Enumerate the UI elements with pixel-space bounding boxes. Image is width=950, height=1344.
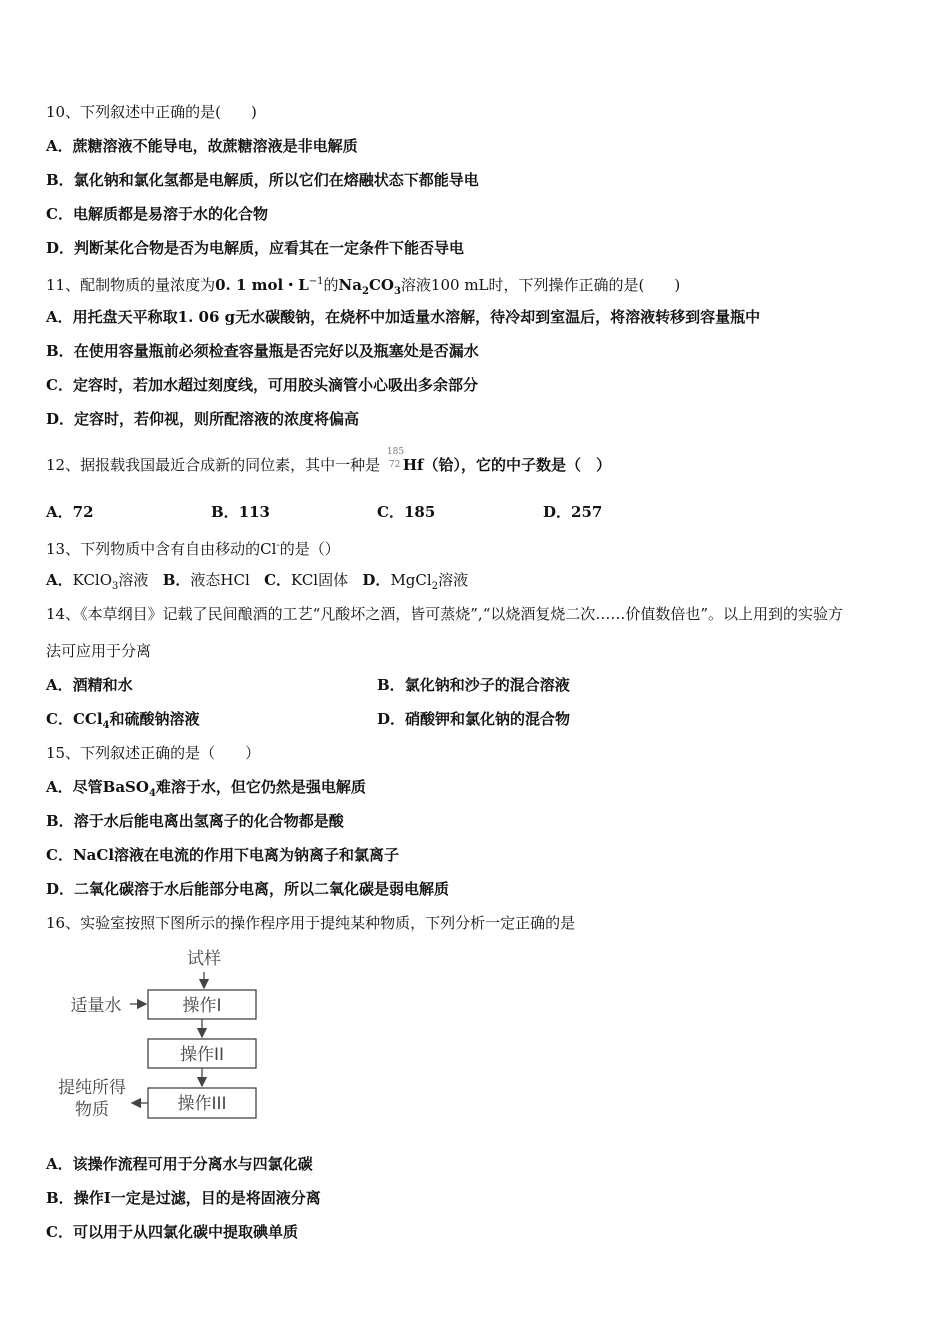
q11-option-b: B．在使用容量瓶前必须检查容量瓶是否完好以及瓶塞处是否漏水: [46, 342, 479, 360]
q16-option-a: A．该操作流程可用于分离水与四氯化碳: [46, 1155, 313, 1173]
flow-op2-label: 操作II: [179, 1045, 225, 1065]
q11-option-c: C．定容时，若加水超过刻度线，可用胶头滴管小心吸出多余部分: [46, 376, 478, 394]
q11-stem: 11、配制物质的量浓度为0. 1 mol・$L^{-1}$的$Na_2CO_3$溶液100 mL时，下列操作正确的是( ): [46, 276, 681, 297]
q14-option-b: B．氯化钠和沙子的混合溶液: [377, 676, 570, 694]
q15-option-d: D．二氧化碳溶于水后能部分电离，所以二氧化碳是弱电解质: [46, 880, 450, 898]
q10-stem: 10、下列叙述中正确的是( ): [46, 103, 257, 121]
q15-option-b: B．溶于水后能电离出氢离子的化合物都是酸: [46, 812, 344, 830]
q14-option-a: A．酒精和水: [46, 676, 133, 694]
q12-option-d: D．257: [543, 503, 603, 521]
q16-stem: 16、实验室按照下图所示的操作程序用于提纯某种物质，下列分析一定正确的是: [46, 914, 576, 932]
q13-options: A．KClO$_3$溶液 B．液态HCl C．KCl固体 D．MgCl$_2$溶液: [46, 571, 469, 592]
q14-option-c: C．CCl$_4$和硫酸钠溶液: [46, 710, 200, 731]
q15-option-a: A．尽管BaSO$_4$难溶于水，但它仍然是强电解质: [46, 778, 366, 799]
flow-op3-label: 操作III: [177, 1094, 227, 1114]
q12-stem: 12、据报载我国最近合成新的同位素，其中一种是 185 72 Hf（铪），它的中子数是（ ）: [46, 447, 612, 474]
flow-result-label-2: 物质: [75, 1100, 109, 1120]
q11-option-a: A．用托盘天平称取1. 06 g无水碳酸钠，在烧杯中加适量水溶解，待冷却到室温后，将溶液转移到容量瓶中: [46, 308, 761, 326]
q10-option-b: B．氯化钠和氯化氢都是电解质，所以它们在熔融状态下都能导电: [46, 171, 479, 189]
q14-stem-line1: 14、《本草纲目》记载了民间酿酒的工艺“凡酸坏之酒，皆可蒸烧”,“以烧酒复烧二次……价值数倍也”。以上用到的实验方: [46, 605, 844, 623]
q12-option-b: B．113: [211, 503, 270, 521]
q12-option-a: A．72: [46, 503, 94, 521]
flow-op1-label: 操作I: [182, 996, 222, 1016]
q15-stem: 15、下列叙述正确的是（ ）: [46, 744, 261, 762]
q16-option-c: C．可以用于从四氯化碳中提取碘单质: [46, 1223, 298, 1241]
q14-stem-line2: 法可应用于分离: [46, 642, 152, 660]
q12-option-c: C．185: [377, 503, 436, 521]
q16-option-b: B．操作I一定是过滤，目的是将固液分离: [46, 1189, 321, 1207]
isotope-notation: 185 72: [386, 447, 405, 470]
q10-option-c: C．电解质都是易溶于水的化合物: [46, 205, 268, 223]
q16-flowchart: [46, 940, 286, 1130]
flow-sample-label: 试样: [187, 949, 221, 969]
flow-water-label: 适量水: [70, 996, 122, 1016]
q10-option-a: A．蔗糖溶液不能导电，故蔗糖溶液是非电解质: [46, 137, 358, 155]
q13-stem: 13、下列物质中含有自由移动的Cl-的是（）: [46, 540, 340, 558]
flow-result-label-1: 提纯所得: [58, 1078, 126, 1098]
q14-option-d: D．硝酸钾和氯化钠的混合物: [377, 710, 571, 728]
q10-option-d: D．判断某化合物是否为电解质，应看其在一定条件下能否导电: [46, 239, 465, 257]
q11-option-d: D．定容时，若仰视，则所配溶液的浓度将偏高: [46, 410, 360, 428]
q15-option-c: C．NaCl溶液在电流的作用下电离为钠离子和氯离子: [46, 846, 400, 864]
